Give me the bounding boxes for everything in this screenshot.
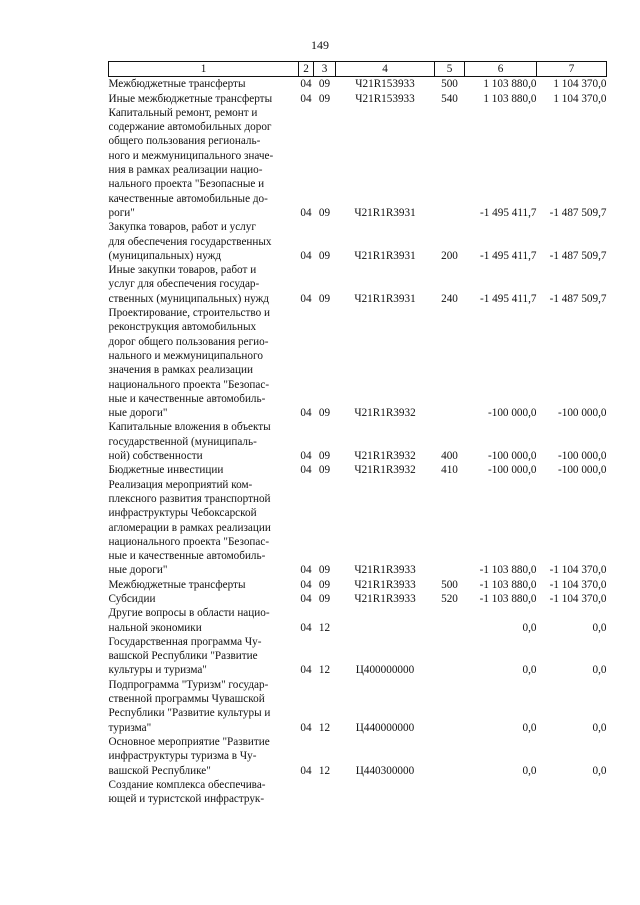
row-name: Капитальный ремонт, ремонт и содержание автомобильных дорог общего пользования региональ- ного и межмуниципального значе- ния в рамках реализации нацио- нального проекта "Безопасные и качественные автомобильные до- роги" bbox=[108, 106, 274, 219]
row-section: 04 bbox=[300, 464, 312, 477]
row-section: 04 bbox=[300, 764, 312, 777]
row-amount-2 bbox=[537, 778, 607, 807]
budget-table bbox=[108, 61, 607, 806]
table-row bbox=[109, 106, 607, 220]
table-row bbox=[109, 420, 607, 463]
row-target-article: Ч21R1R3932 bbox=[354, 450, 416, 463]
table-body bbox=[109, 77, 607, 807]
row-section: 04 bbox=[300, 592, 312, 605]
row-amount-1: 0,0 bbox=[522, 621, 537, 634]
row-amount-2: -1 104 370,0 bbox=[549, 578, 607, 591]
row-section: 04 bbox=[300, 664, 312, 677]
row-name: Межбюджетные трансферты bbox=[108, 78, 246, 91]
row-amount-2: 0,0 bbox=[592, 621, 607, 634]
row-name: Основное мероприятие "Развитие инфраструктуры туризма в Чу- вашской Республике" bbox=[108, 735, 270, 777]
row-expense-type bbox=[435, 606, 465, 635]
table-row bbox=[109, 463, 607, 477]
row-subsection: 09 bbox=[318, 564, 331, 577]
row-amount-2: -100 000,0 bbox=[558, 450, 607, 463]
row-subsection: 12 bbox=[318, 721, 331, 734]
row-subsection: 09 bbox=[318, 450, 331, 463]
table-row bbox=[109, 478, 607, 578]
row-target-article: Ч21R1R3933 bbox=[354, 564, 416, 577]
row-subsection: 12 bbox=[318, 664, 331, 677]
row-amount-1: -1 103 880,0 bbox=[479, 578, 537, 591]
col-header-6: 6 bbox=[465, 62, 537, 77]
row-expense-type: 240 bbox=[441, 292, 458, 305]
row-amount-1: 0,0 bbox=[522, 764, 537, 777]
row-name: Субсидии bbox=[108, 592, 156, 605]
row-section: 04 bbox=[300, 578, 312, 591]
table-row bbox=[109, 778, 607, 807]
table-header bbox=[109, 62, 607, 77]
row-name: Иные закупки товаров, работ и услуг для обеспечения государ- ственных (муниципальных) нужд bbox=[108, 264, 269, 305]
row-expense-type bbox=[435, 106, 465, 220]
row-target-article: Ч21R1R3932 bbox=[354, 464, 416, 477]
row-target-article: Ч21R1R3931 bbox=[354, 206, 416, 219]
table-row bbox=[109, 592, 607, 606]
row-expense-type bbox=[435, 478, 465, 578]
row-expense-type bbox=[435, 778, 465, 807]
row-section: 04 bbox=[300, 249, 312, 262]
header-row bbox=[109, 62, 607, 77]
col-header-3: 3 bbox=[314, 62, 336, 77]
row-section: 04 bbox=[300, 206, 312, 219]
row-subsection: 09 bbox=[318, 407, 331, 420]
row-target-article: Ч21R153933 bbox=[355, 78, 415, 91]
row-section: 04 bbox=[300, 450, 312, 463]
row-amount-2: 0,0 bbox=[592, 664, 607, 677]
row-subsection: 09 bbox=[318, 206, 331, 219]
row-name: Межбюджетные трансферты bbox=[108, 578, 246, 591]
row-expense-type bbox=[435, 678, 465, 735]
row-section: 04 bbox=[300, 92, 312, 105]
row-subsection: 09 bbox=[318, 578, 331, 591]
table-row bbox=[109, 306, 607, 420]
row-subsection: 09 bbox=[318, 592, 331, 605]
row-amount-1: -1 495 411,7 bbox=[480, 206, 537, 219]
row-target-article bbox=[336, 778, 435, 807]
row-name: Создание комплекса обеспечива- ющей и туристской инфраструк- bbox=[108, 778, 266, 806]
row-amount-2: -1 487 509,7 bbox=[549, 249, 607, 262]
row-subsection: 09 bbox=[318, 78, 331, 91]
row-amount-2: -1 487 509,7 bbox=[549, 292, 607, 305]
row-name: Бюджетные инвестиции bbox=[108, 464, 224, 477]
row-section: 04 bbox=[300, 78, 312, 91]
row-subsection: 12 bbox=[318, 764, 331, 777]
row-section: 04 bbox=[300, 292, 312, 305]
row-expense-type: 400 bbox=[441, 450, 458, 463]
row-expense-type bbox=[435, 306, 465, 420]
row-amount-1 bbox=[465, 778, 537, 807]
row-name: Другие вопросы в области нацио- нальной экономики bbox=[108, 607, 270, 634]
row-amount-1: -1 103 880,0 bbox=[479, 564, 537, 577]
row-name: Иные межбюджетные трансферты bbox=[108, 92, 273, 105]
table-row bbox=[109, 578, 607, 592]
page-number: 149 bbox=[311, 38, 329, 52]
row-amount-1: -1 495 411,7 bbox=[480, 249, 537, 262]
col-header-4: 4 bbox=[336, 62, 435, 77]
row-target-article: Ц440000000 bbox=[355, 721, 415, 734]
row-name: Государственная программа Чу- вашской Республики "Развитие культуры и туризма" bbox=[108, 635, 262, 677]
row-target-article: Ц400000000 bbox=[355, 664, 415, 677]
col-header-5: 5 bbox=[435, 62, 465, 77]
row-amount-2: -100 000,0 bbox=[558, 407, 607, 420]
table-row bbox=[109, 263, 607, 306]
row-amount-1: 0,0 bbox=[522, 664, 537, 677]
row-expense-type: 410 bbox=[441, 464, 458, 477]
row-expense-type: 200 bbox=[441, 249, 458, 262]
table-row bbox=[109, 635, 607, 678]
row-target-article: Ч21R1R3933 bbox=[354, 592, 416, 605]
row-expense-type bbox=[435, 635, 465, 678]
row-subsection: 09 bbox=[318, 249, 331, 262]
row-name: Проектирование, строительство и реконструкция автомобильных дорог общего пользования регио- нального и межмуниципального значения в рамках реализации национального проекта "Безопас- ные и качественные автомобиль- ные дороги" bbox=[108, 307, 270, 420]
col-header-2: 2 bbox=[299, 62, 314, 77]
row-section: 04 bbox=[300, 721, 312, 734]
table-row bbox=[109, 77, 607, 92]
row-amount-1: -100 000,0 bbox=[488, 464, 537, 477]
row-expense-type: 500 bbox=[441, 578, 458, 591]
row-target-article: Ч21R1R3931 bbox=[354, 249, 416, 262]
table-row bbox=[109, 735, 607, 778]
table-row bbox=[109, 220, 607, 263]
row-target-article: Ч21R1R3933 bbox=[354, 578, 416, 591]
row-expense-type bbox=[435, 735, 465, 778]
row-name: Реализация мероприятий ком- плексного развития транспортной инфраструктуры Чебоксарской агломерации в рамках реализации национального проекта "Безопас- ные и качественные автомобиль- ные дороги" bbox=[108, 478, 271, 577]
row-expense-type: 520 bbox=[441, 592, 458, 605]
row-section bbox=[299, 778, 314, 807]
row-amount-1: -1 495 411,7 bbox=[480, 292, 537, 305]
row-amount-1: -100 000,0 bbox=[488, 407, 537, 420]
row-target-article: Ч21R153933 bbox=[355, 92, 415, 105]
row-amount-2: -1 487 509,7 bbox=[549, 206, 607, 219]
table-row bbox=[109, 606, 607, 635]
row-amount-1: -1 103 880,0 bbox=[479, 592, 537, 605]
row-subsection: 09 bbox=[318, 464, 331, 477]
col-header-7: 7 bbox=[537, 62, 607, 77]
row-amount-1: 1 103 880,0 bbox=[483, 78, 537, 91]
row-subsection: 09 bbox=[318, 92, 331, 105]
table-row bbox=[109, 92, 607, 106]
row-amount-1: 0,0 bbox=[522, 721, 537, 734]
row-amount-2: -1 104 370,0 bbox=[549, 592, 607, 605]
row-name: Закупка товаров, работ и услуг для обеспечения государственных (муниципальных) нужд bbox=[108, 221, 272, 262]
row-name: Подпрограмма "Туризм" государ- ственной программы Чувашской Республики "Развитие культуры и туризма" bbox=[108, 678, 271, 734]
row-subsection bbox=[314, 778, 336, 807]
row-target-article: Ч21R1R3931 bbox=[354, 292, 416, 305]
col-header-1: 1 bbox=[109, 62, 299, 77]
row-amount-1: -100 000,0 bbox=[488, 450, 537, 463]
row-amount-2: 1 104 370,0 bbox=[553, 92, 607, 105]
row-amount-2: -100 000,0 bbox=[558, 464, 607, 477]
table-row bbox=[109, 678, 607, 735]
row-subsection: 09 bbox=[318, 292, 331, 305]
row-name: Капитальные вложения в объекты государственной (муниципаль- ной) собственности bbox=[108, 421, 271, 463]
row-amount-2: -1 104 370,0 bbox=[549, 564, 607, 577]
row-expense-type: 500 bbox=[441, 78, 458, 91]
row-target-article: Ч21R1R3932 bbox=[354, 407, 416, 420]
row-expense-type: 540 bbox=[441, 92, 458, 105]
row-section: 04 bbox=[300, 621, 312, 634]
row-target-article: Ц440300000 bbox=[355, 764, 415, 777]
row-amount-2: 0,0 bbox=[592, 721, 607, 734]
row-amount-2: 1 104 370,0 bbox=[553, 78, 607, 91]
row-amount-2: 0,0 bbox=[592, 764, 607, 777]
row-section: 04 bbox=[300, 564, 312, 577]
row-section: 04 bbox=[300, 407, 312, 420]
row-target-article bbox=[336, 606, 435, 635]
row-subsection: 12 bbox=[318, 621, 331, 634]
row-amount-1: 1 103 880,0 bbox=[483, 92, 537, 105]
